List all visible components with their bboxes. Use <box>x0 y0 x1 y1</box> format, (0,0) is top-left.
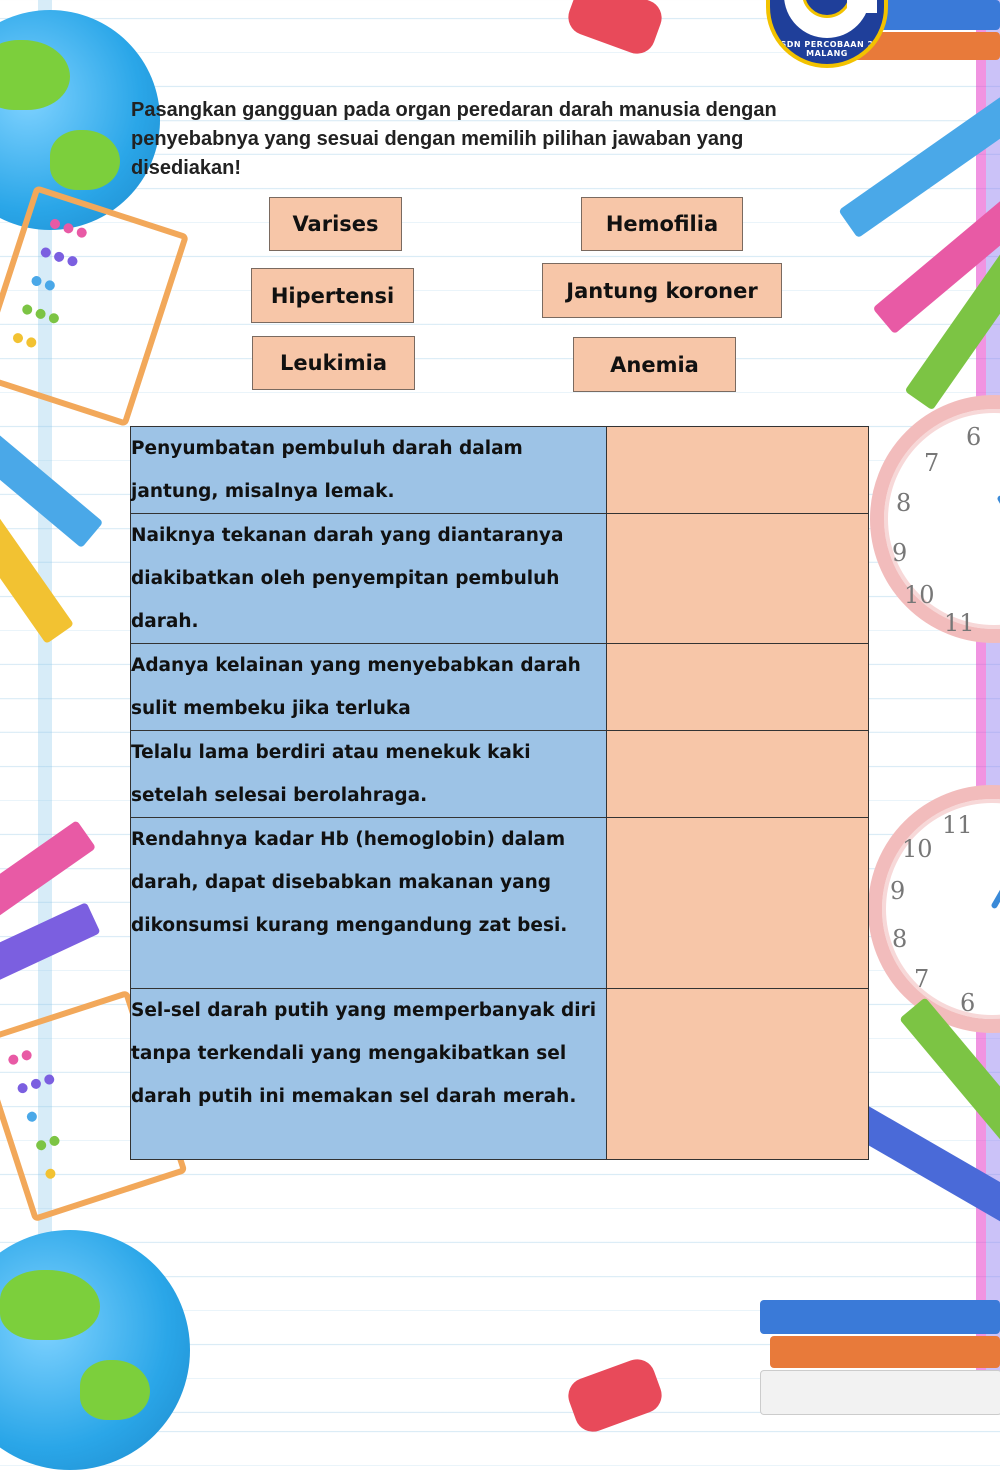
answer-drop-cell[interactable] <box>607 644 869 731</box>
cause-cell: Rendahnya kadar Hb (hemoglobin) dalam darah, dapat disebabkan makanan yang dikonsumsi kurang mengandung zat besi. <box>131 818 607 989</box>
answer-drop-cell[interactable] <box>607 731 869 818</box>
table-row <box>131 514 869 644</box>
school-logo <box>766 0 888 68</box>
clock-right-upper-decoration: 8 9 10 11 7 6 <box>870 395 1000 643</box>
books-bottom-decoration <box>770 1336 1000 1368</box>
books-bottom-decoration <box>760 1300 1000 1334</box>
table-row <box>131 644 869 731</box>
matching-table <box>130 426 869 1160</box>
answer-drop-cell[interactable] <box>607 427 869 514</box>
clock-right-lower-decoration: 11 10 9 8 7 6 <box>868 785 1000 1033</box>
answer-drop-cell[interactable] <box>607 818 869 989</box>
answer-drop-cell[interactable] <box>607 514 869 644</box>
cause-cell: Sel-sel darah putih yang memperbanyak diri tanpa terkendali yang mengakibatkan sel darah putih ini memakan sel darah merah. <box>131 989 607 1160</box>
books-bottom-decoration <box>760 1370 1000 1415</box>
choice-hipertensi[interactable]: Hipertensi <box>251 268 414 323</box>
cause-cell: Telalu lama berdiri atau menekuk kaki setelah selesai berolahraga. <box>131 731 607 818</box>
cause-cell: Naiknya tekanan darah yang diantaranya diakibatkan oleh penyempitan pembuluh darah. <box>131 514 607 644</box>
cause-cell: Penyumbatan pembuluh darah dalam jantung, misalnya lemak. <box>131 427 607 514</box>
book-icon <box>847 0 877 13</box>
logo-ring-text: SDN PERCOBAAN 2 MALANG <box>780 40 874 58</box>
table-row <box>131 731 869 818</box>
choice-hemofilia[interactable]: Hemofilia <box>581 197 743 251</box>
globe-bottom-left-decoration <box>0 1230 190 1470</box>
choice-jantung-koroner[interactable]: Jantung koroner <box>542 263 782 318</box>
red-eraser-decoration <box>563 0 666 59</box>
instruction-text: Pasangkan gangguan pada organ peredaran darah manusia dengan penyebabnya yang sesuai dengan memilih pilihan jawaban yang disediakan! <box>131 99 777 179</box>
choice-anemia[interactable]: Anemia <box>573 337 736 392</box>
abacus-top-left-decoration <box>0 185 189 427</box>
answer-drop-cell[interactable] <box>607 989 869 1160</box>
table-row <box>131 427 869 514</box>
table-row <box>131 818 869 989</box>
table-row <box>131 989 869 1160</box>
red-eraser-decoration <box>563 1354 666 1436</box>
choice-leukimia[interactable]: Leukimia <box>252 336 415 390</box>
choice-varises[interactable]: Varises <box>269 197 402 251</box>
cause-cell: Adanya kelainan yang menyebabkan darah sulit membeku jika terluka <box>131 644 607 731</box>
